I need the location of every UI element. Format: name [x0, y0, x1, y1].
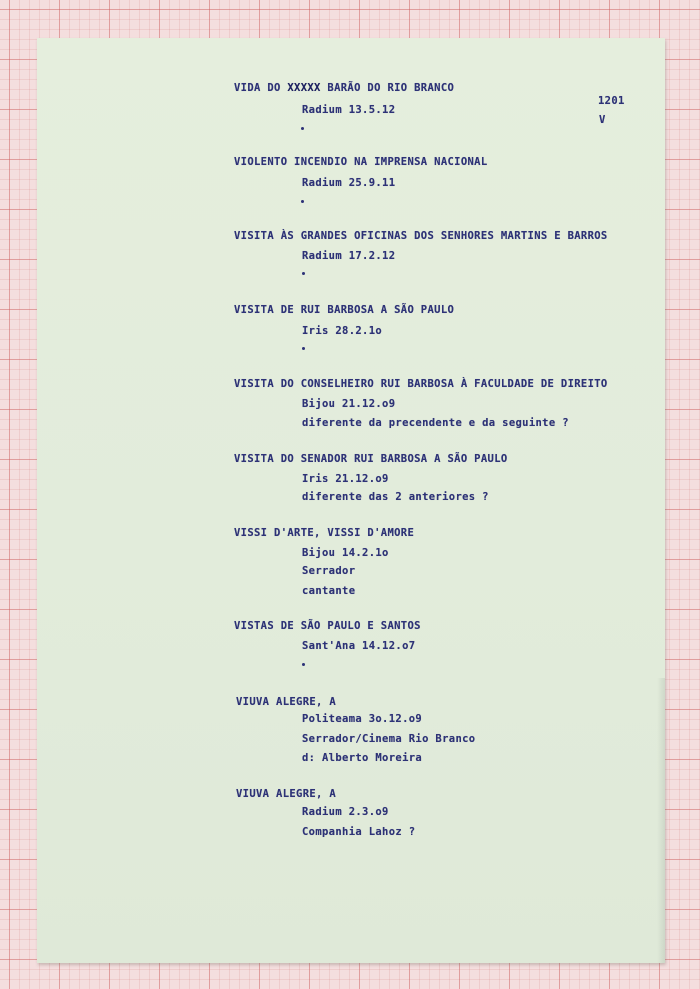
- entry-title: VISITA ÀS GRANDES OFICINAS DOS SENHORES MARTINS E BARROS: [234, 230, 608, 242]
- entry-title: VISTAS DE SÃO PAULO E SANTOS: [234, 620, 421, 632]
- page-number: 1201: [598, 95, 625, 107]
- entry-title: VIOLENTO INCENDIO NA IMPRENSA NACIONAL: [234, 156, 488, 168]
- entry-bullet-dot: [301, 127, 304, 130]
- entry-screening: Radium 13.5.12: [302, 104, 396, 116]
- entry-title: VISITA DO CONSELHEIRO RUI BARBOSA À FACULDADE DE DIREITO: [234, 378, 608, 390]
- entry-title: VIUVA ALEGRE, A: [236, 696, 337, 708]
- entry-title-rest: BARÃO DO RIO BRANCO: [327, 82, 455, 94]
- entry-screening: Radium 2.3.o9: [302, 806, 389, 818]
- entry-note: cantante: [302, 585, 356, 597]
- entry-director: d: Alberto Moreira: [302, 752, 423, 764]
- entry-bullet-dot: [302, 347, 305, 350]
- entry-screening: Politeama 3o.12.o9: [302, 713, 423, 725]
- entry-screening: Bijou 21.12.o9: [302, 398, 396, 410]
- entry-screening: Radium 17.2.12: [302, 250, 396, 262]
- entry-exhibitor: Serrador: [302, 565, 356, 577]
- entry-screening: Sant'Ana 14.12.o7: [302, 640, 416, 652]
- entry-title: VISSI D'ARTE, VISSI D'AMORE: [234, 527, 415, 539]
- entry-note: diferente das 2 anteriores ?: [302, 491, 489, 503]
- entry-title-prefix: VIDA DO: [234, 82, 281, 94]
- entry-screening: Radium 25.9.11: [302, 177, 396, 189]
- entry-screening: Bijou 14.2.1o: [302, 547, 389, 559]
- struck-out-text: XXXXX: [287, 82, 321, 94]
- entry-title: VISITA DO SENADOR RUI BARBOSA A SÃO PAULO: [234, 453, 508, 465]
- entry-note: Companhia Lahoz ?: [302, 826, 416, 838]
- entry-exhibitor: Serrador/Cinema Rio Branco: [302, 733, 476, 745]
- entry-screening: Iris 21.12.o9: [302, 473, 389, 485]
- entry-note: diferente da precendente e da seguinte ?: [302, 417, 569, 429]
- entry-title: VIUVA ALEGRE, A: [236, 788, 337, 800]
- series-letter: V: [599, 114, 606, 126]
- entry-screening: Iris 28.2.1o: [302, 325, 383, 337]
- entry-bullet-dot: [302, 272, 305, 275]
- entry-title: VISITA DE RUI BARBOSA A SÃO PAULO: [234, 304, 455, 316]
- sheet-shadow-edge: [657, 678, 665, 963]
- entry-bullet-dot: [302, 663, 305, 666]
- entry-title: [234, 82, 454, 95]
- entry-bullet-dot: [301, 200, 304, 203]
